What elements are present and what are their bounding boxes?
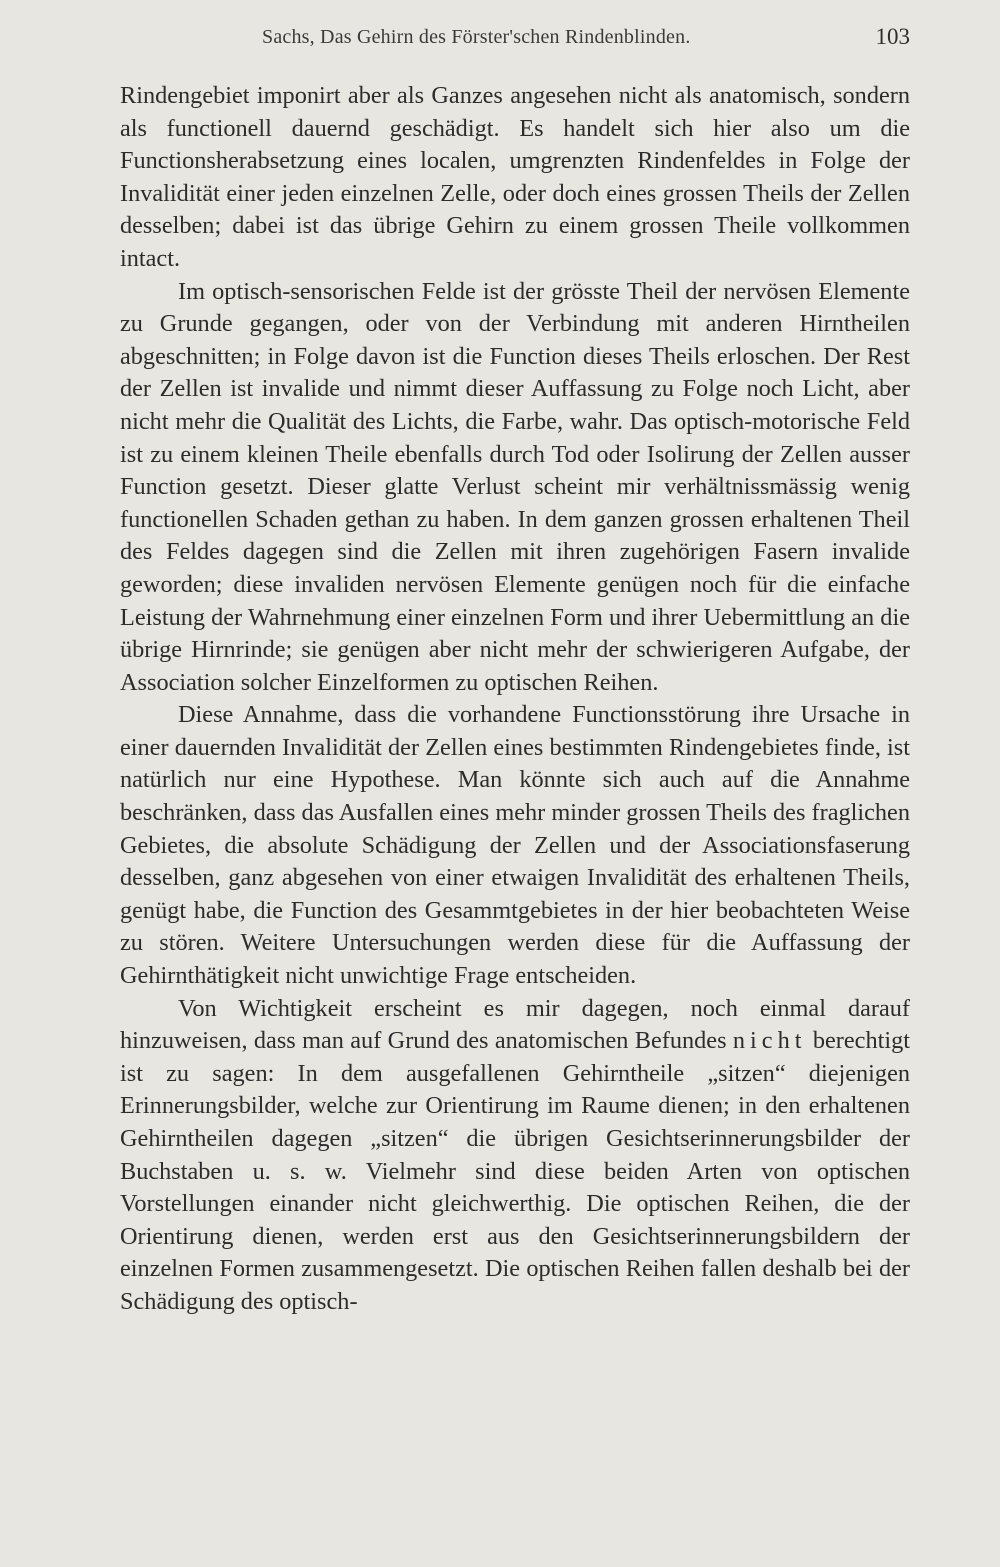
paragraph-4-part-2: berechtigt ist zu sagen: In dem ausgefallenen Gehirntheile „sitzen“ diejenigen Erinnerungsbilder, welche zur Orientirung im Raume dienen; in den erhaltenen Gehirntheilen dagegen „sitzen“ die übrigen Gesichtserinnerungsbilder der Buchstaben u. s. w. Vielmehr sind diese beiden Arten von optischen Vorstellungen einander nicht gleichwerthig. Die optischen Reihen, die der Orientirung dienen, werden erst aus den Gesichtserinnerungsbildern der einzelnen Formen zusammengesetzt. Die optischen Reihen fallen deshalb bei der Schädigung des optisch- <box>120 1027 910 1315</box>
paragraph-2: Im optisch-sensorischen Felde ist der grösste Theil der nervösen Elemente zu Grunde gegangen, oder von der Verbindung mit anderen Hirntheilen abgeschnitten; in Folge davon ist die Function dieses Theils erloschen. Der Rest der Zellen ist invalide und nimmt dieser Auffassung zu Folge noch Licht, aber nicht mehr die Qualität des Lichts, die Farbe, wahr. Das optisch-motorische Feld ist zu einem kleinen Theile ebenfalls durch Tod oder Isolirung der Zellen ausser Function gesetzt. Dieser glatte Verlust scheint mir verhältnissmässig wenig functionellen Schaden gethan zu haben. In dem ganzen grossen erhaltenen Theil des Feldes dagegen sind die Zellen mit ihren zugehörigen Fasern invalide geworden; diese invaliden nervösen Elemente genügen noch für die einfache Leistung der Wahrnehmung einer einzelnen Form und ihrer Uebermittlung an die übrige Hirnrinde; sie genügen aber nicht mehr der schwierigeren Aufgabe, der Association solcher Einzelformen zu optischen Reihen. <box>120 277 910 696</box>
page-number: 103 <box>875 24 910 49</box>
paragraph-1: Rindengebiet imponirt aber als Ganzes angesehen nicht als anatomisch, sondern als functionell dauernd geschädigt. Es handelt sich hier also um die Functionsherabsetzung eines localen, umgrenzten Rindenfeldes in Folge der Invalidität einer jeden einzelnen Zelle, oder doch eines grossen Theils der Zellen desselben; dabei ist das übrige Gehirn zu einem grossen Theile vollkommen intact. <box>120 82 910 272</box>
emphasized-word-nicht: nicht <box>732 1027 807 1055</box>
running-title: Sachs, Das Gehirn des Förster'schen Rindenblinden. <box>262 26 691 48</box>
paragraph-3: Diese Annahme, dass die vorhandene Functionsstörung ihre Ursache in einer dauernden Invalidität der Zellen eines bestimmten Rindengebietes finde, ist natürlich nur eine Hypothese. Man könnte sich auch auf die Annahme beschränken, dass das Ausfallen eines mehr minder grossen Theils des fraglichen Gebietes, die absolute Schädigung der Zellen und der Associationsfaserung desselben, ganz abgesehen von einer etwaigen Invalidität des erhaltenen Theils, genügt habe, die Function des Gesammtgebietes in der hier beobachteten Weise zu stören. Weitere Untersuchungen werden diese für die Auffassung der Gehirnthätigkeit nicht unwichtige Frage entscheiden. <box>120 701 910 990</box>
running-head <box>120 26 910 56</box>
paragraph-4 <box>120 993 910 1319</box>
paragraph-4-part-1: Von Wichtigkeit erscheint es mir dagegen, noch einmal darauf hinzuweisen, dass man auf Grund des anatomischen Befundes <box>120 994 910 1055</box>
body-text <box>120 80 910 1319</box>
